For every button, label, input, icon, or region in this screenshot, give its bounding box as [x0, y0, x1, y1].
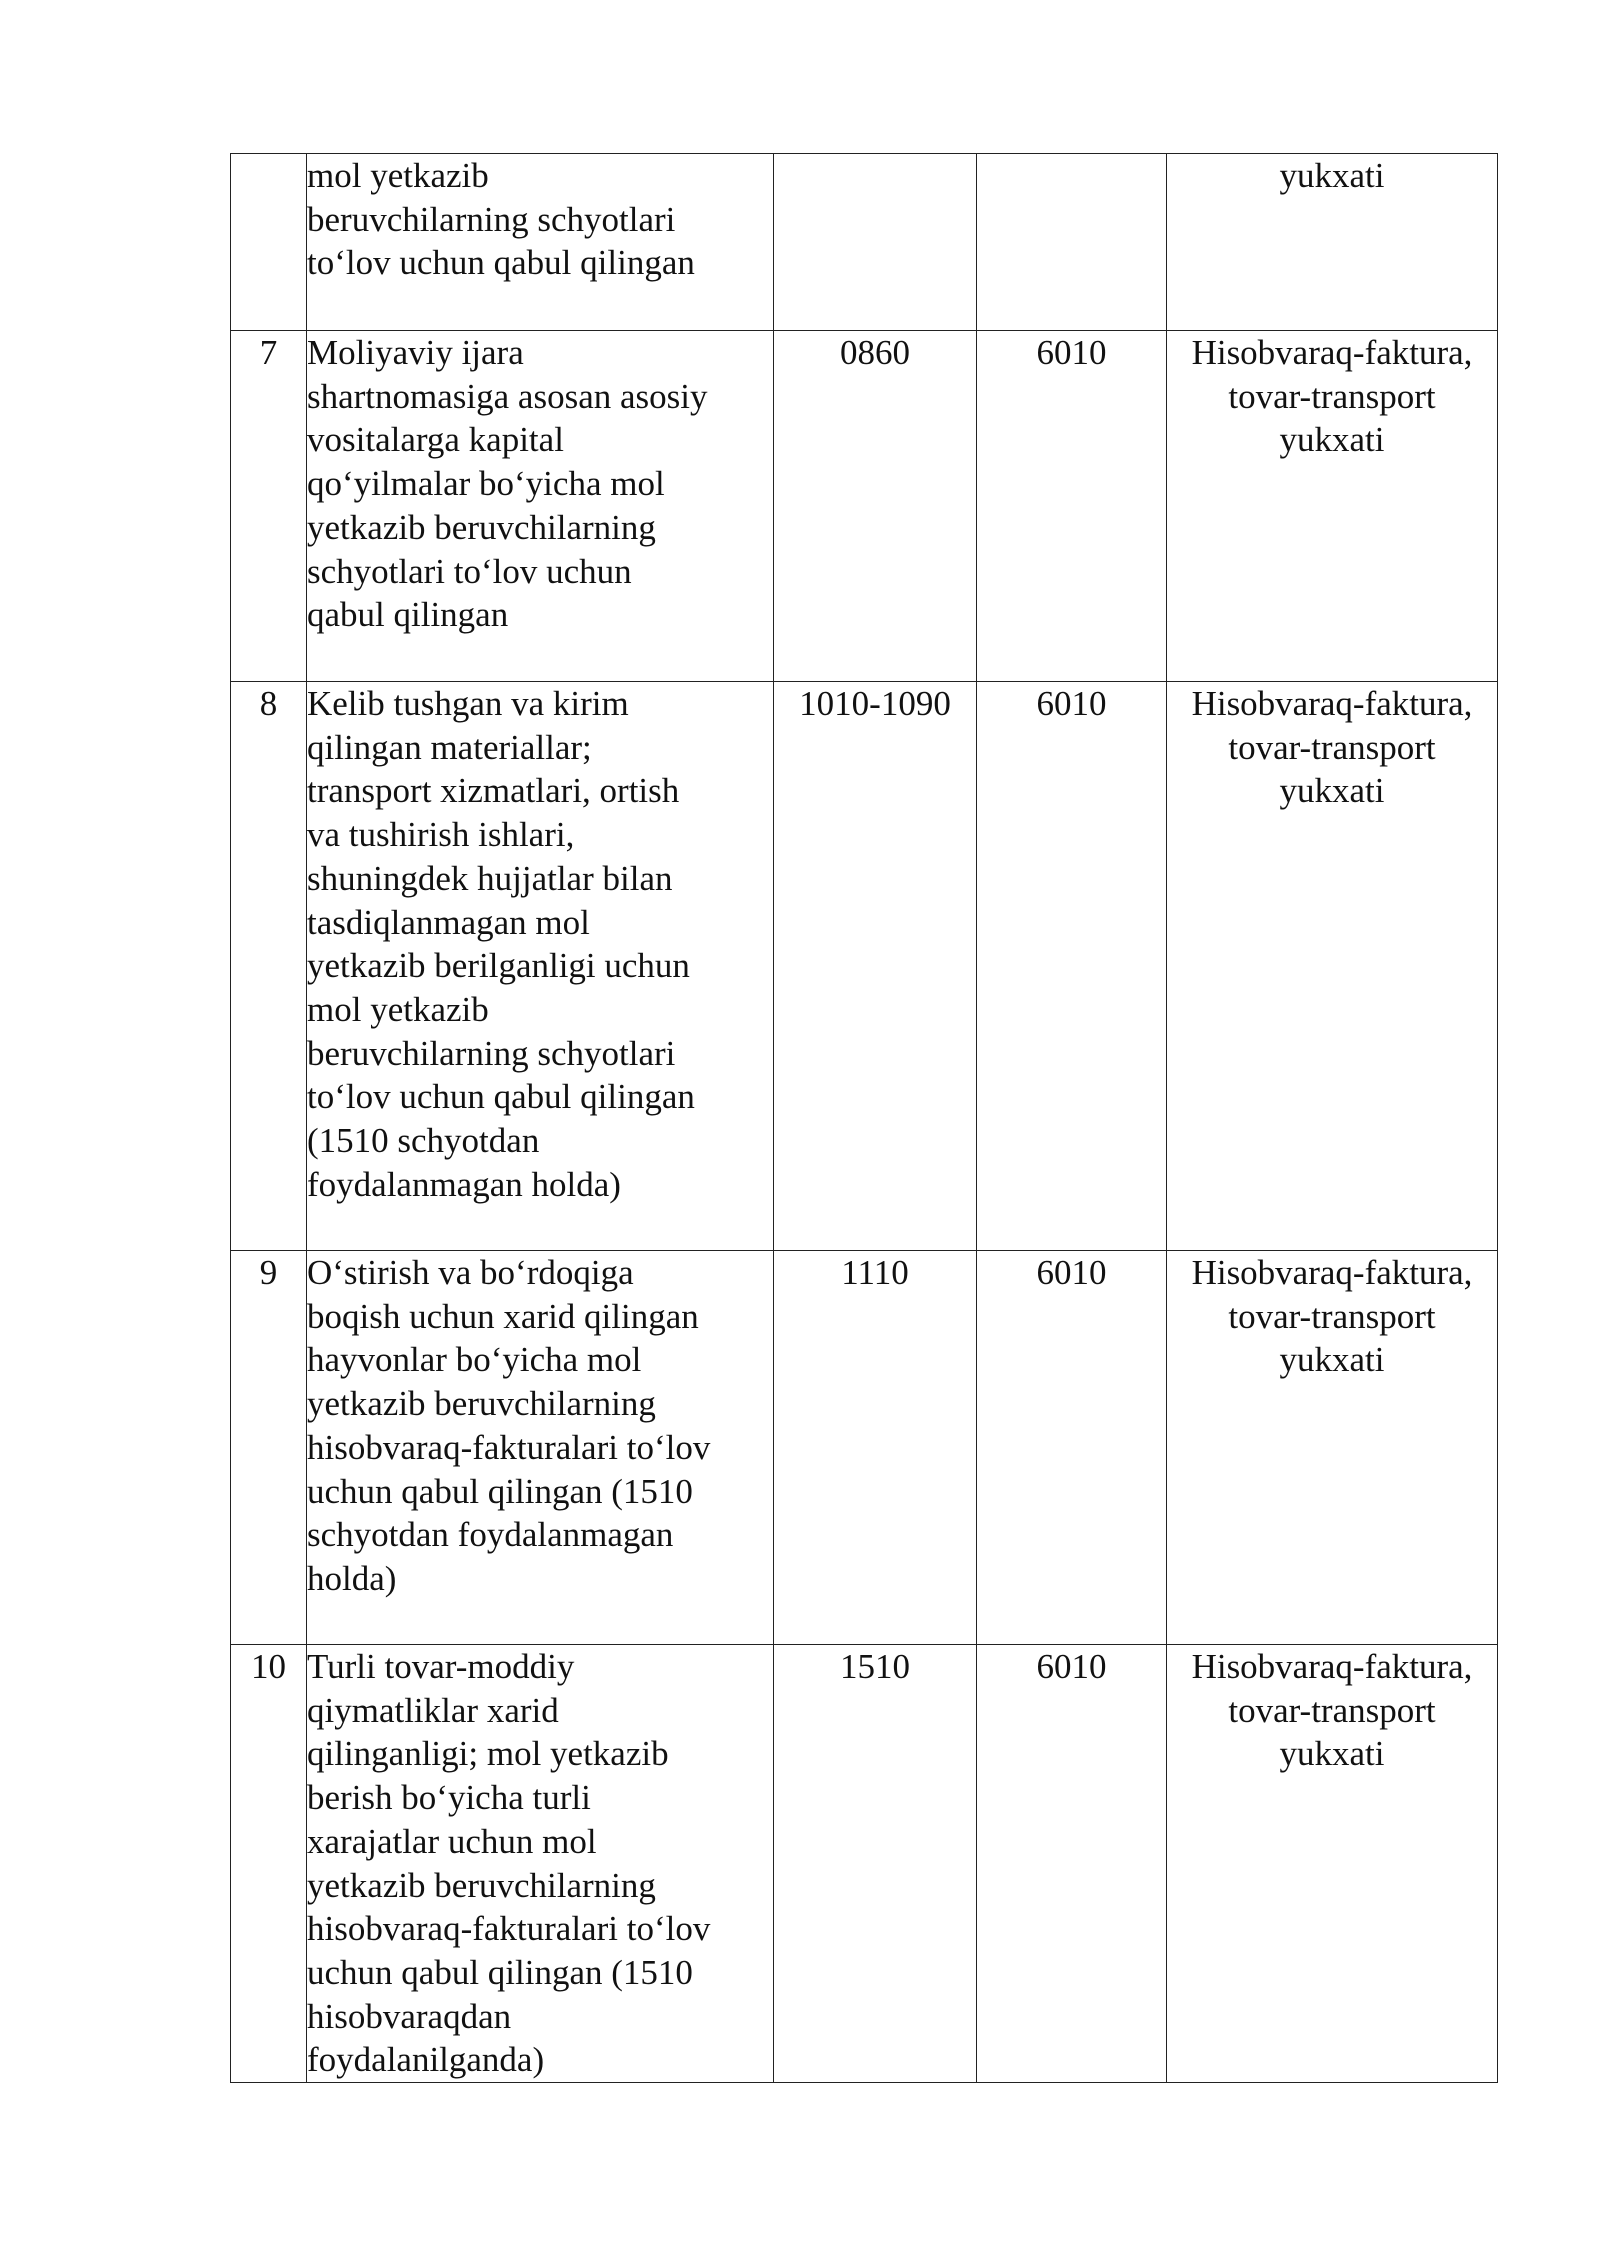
document-line: yukxati: [1279, 1734, 1385, 1774]
row-number-cell: 7: [231, 331, 307, 682]
description-line: foydalanmagan holda): [307, 1164, 621, 1204]
document-line: tovar-transport: [1228, 376, 1436, 416]
description-line: hayvonlar bo‘yicha mol: [307, 1340, 642, 1380]
description-line: schyotdan foydalanmagan: [307, 1515, 674, 1555]
description-line: va tushirish ishlari,: [307, 815, 575, 855]
document-cell: [1167, 331, 1498, 682]
description-line: holda): [307, 1558, 397, 1598]
document-cell: [1167, 1251, 1498, 1645]
description-line: beruvchilarning schyotlari: [307, 199, 676, 239]
document-line: Hisobvaraq-faktura,: [1191, 333, 1473, 372]
description-line: qabul qilingan: [307, 595, 509, 635]
description-line: to‘lov uchun qabul qilingan: [307, 243, 695, 283]
credit-account-cell: 6010: [977, 1251, 1167, 1645]
description-line: Kelib tushgan va kirim: [307, 684, 629, 723]
credit-account-cell: 6010: [977, 331, 1167, 682]
description-line: yetkazib beruvchilarning: [307, 1865, 656, 1905]
description-line: uchun qabul qilingan (1510: [307, 1952, 693, 1992]
description-line: qilinganligi; mol yetkazib: [307, 1734, 669, 1774]
description-cell: [307, 682, 774, 1251]
description-line: shartnomasiga asosan asosiy: [307, 376, 708, 416]
description-line: foydalanilganda): [307, 2040, 545, 2080]
description-cell: [307, 331, 774, 682]
description-line: qo‘yilmalar bo‘yicha mol: [307, 464, 665, 504]
document-line: Hisobvaraq-faktura,: [1191, 684, 1473, 723]
description-line: qiymatliklar xarid: [307, 1690, 559, 1730]
description-cell: [307, 1645, 774, 2083]
description-line: mol yetkazib: [307, 156, 489, 195]
document-line: yukxati: [1279, 156, 1385, 195]
document-line: yukxati: [1279, 420, 1385, 460]
document-line: Hisobvaraq-faktura,: [1191, 1253, 1473, 1292]
table-row: [231, 682, 1498, 1251]
description-line: hisobvaraqdan: [307, 1996, 512, 2036]
description-line: tasdiqlanmagan mol: [307, 902, 590, 942]
description-line: xarajatlar uchun mol: [307, 1821, 597, 1861]
description-cell: [307, 154, 774, 331]
description-line: uchun qabul qilingan (1510: [307, 1471, 693, 1511]
document-cell: [1167, 1645, 1498, 2083]
description-cell: [307, 1251, 774, 1645]
description-line: Moliyaviy ijara: [307, 333, 524, 372]
document-cell: [1167, 682, 1498, 1251]
description-line: Turli tovar-moddiy: [307, 1647, 575, 1686]
document-line: tovar-transport: [1228, 727, 1436, 767]
description-line: hisobvaraq-fakturalari to‘lov: [307, 1427, 711, 1467]
table-row: [231, 331, 1498, 682]
row-number-cell: [231, 154, 307, 331]
debit-account-cell: 0860: [774, 331, 977, 682]
description-line: mol yetkazib: [307, 989, 489, 1029]
description-line: shuningdek hujjatlar bilan: [307, 858, 673, 898]
description-line: yetkazib beruvchilarning: [307, 507, 656, 547]
document-cell: [1167, 154, 1498, 331]
description-line: beruvchilarning schyotlari: [307, 1033, 676, 1073]
row-number-cell: 9: [231, 1251, 307, 1645]
credit-account-cell: 6010: [977, 1645, 1167, 2083]
description-line: yetkazib beruvchilarning: [307, 1384, 656, 1424]
document-line: tovar-transport: [1228, 1690, 1436, 1730]
document-line: tovar-transport: [1228, 1296, 1436, 1336]
description-line: to‘lov uchun qabul qilingan: [307, 1077, 695, 1117]
table-row: [231, 1251, 1498, 1645]
row-number-cell: 10: [231, 1645, 307, 2083]
debit-account-cell: [774, 154, 977, 331]
description-line: berish bo‘yicha turli: [307, 1778, 591, 1818]
description-line: (1510 schyotdan: [307, 1121, 540, 1161]
description-line: boqish uchun xarid qilingan: [307, 1296, 699, 1336]
debit-account-cell: 1010-1090: [774, 682, 977, 1251]
document-line: yukxati: [1279, 771, 1385, 811]
description-line: O‘stirish va bo‘rdoqiga: [307, 1253, 634, 1292]
accounting-entries-table: [230, 153, 1498, 2083]
debit-account-cell: 1110: [774, 1251, 977, 1645]
description-line: schyotlari to‘lov uchun: [307, 551, 632, 591]
description-line: hisobvaraq-fakturalari to‘lov: [307, 1909, 711, 1949]
debit-account-cell: 1510: [774, 1645, 977, 2083]
table-row: [231, 1645, 1498, 2083]
document-line: yukxati: [1279, 1340, 1385, 1380]
description-line: vositalarga kapital: [307, 420, 564, 460]
table-row: [231, 154, 1498, 331]
credit-account-cell: [977, 154, 1167, 331]
description-line: yetkazib berilganligi uchun: [307, 946, 690, 986]
credit-account-cell: 6010: [977, 682, 1167, 1251]
description-line: qilingan materiallar;: [307, 727, 592, 767]
document-line: Hisobvaraq-faktura,: [1191, 1647, 1473, 1686]
description-line: transport xizmatlari, ortish: [307, 771, 680, 811]
row-number-cell: 8: [231, 682, 307, 1251]
